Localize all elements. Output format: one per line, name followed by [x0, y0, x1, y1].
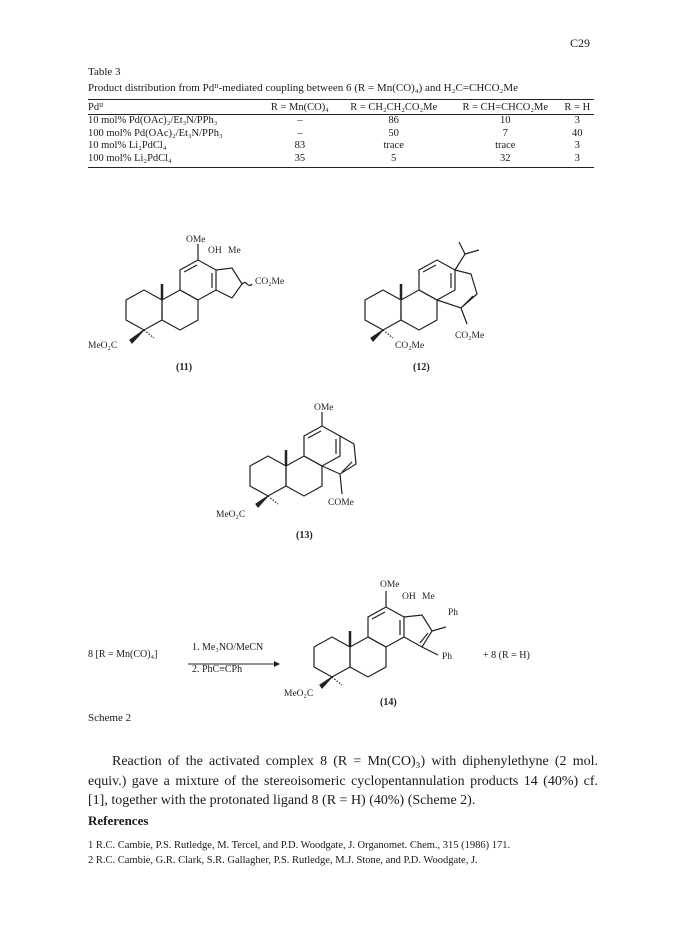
table-header-row — [88, 100, 594, 115]
structure-11-label: (11) — [176, 362, 193, 373]
table-caption: Product distribution from Pdᴵᴵ-mediated coupling between 6 (R = Mn(CO)₄) and H₂C=CHCO₂Me — [88, 82, 519, 94]
table-cell: 100 mol% Li₂PdCl₄ — [88, 153, 262, 168]
table-cell: 10 mol% Pd(OAc)₂/Et₃N/PPh₃ — [88, 115, 218, 126]
structure-12-bonds — [365, 242, 479, 341]
table-row — [88, 128, 594, 141]
structure-13-label: (13) — [296, 530, 313, 541]
table-row — [88, 140, 594, 153]
structure-12-label: (12) — [413, 362, 430, 373]
table-cell: trace — [383, 140, 404, 151]
table-cell: 83 — [294, 140, 306, 151]
table-row — [88, 153, 594, 168]
table-label: Table 3 — [88, 66, 121, 78]
table-cell: 50 — [388, 127, 399, 139]
structure-13 — [216, 400, 410, 545]
header-chch: R = CH=CHCO₂Me — [450, 100, 561, 115]
structure-11-me: Me — [228, 246, 241, 256]
structure-14 — [284, 575, 470, 715]
structure-11-ome: OMe — [186, 235, 206, 245]
header-ch2ch2: R = CH₂CH₂CO₂Me — [337, 100, 450, 115]
table-cell: 32 — [450, 153, 561, 168]
scheme-label: Scheme 2 — [88, 712, 132, 724]
structure-14-oh: OH — [402, 592, 416, 602]
structure-11-oh: OH — [208, 246, 222, 256]
structure-13-come: COMe — [328, 498, 354, 508]
reference-item: 2 R.C. Cambie, G.R. Clark, S.R. Gallagher, P.S. Rutledge, M.J. Stone, and P.D. Woodgate, J. — [88, 855, 478, 866]
header-h: R = H — [561, 100, 594, 115]
structure-11-meo2c: MeO₂C — [88, 341, 118, 351]
header-mn: R = Mn(CO)₄ — [262, 100, 337, 115]
header-pd: Pdᴵᴵ — [88, 100, 262, 115]
structure-13-meo2c: MeO₂C — [216, 510, 246, 520]
reaction-arrow — [188, 655, 278, 663]
structure-14-meo2c: MeO₂C — [284, 689, 314, 699]
structure-14-me: Me — [422, 592, 435, 602]
product-distribution-table — [88, 99, 594, 168]
table-cell: – — [297, 115, 303, 126]
structure-14-ph2: Ph — [442, 652, 453, 662]
table-cell: 3 — [574, 140, 580, 151]
structure-14-bonds — [314, 591, 446, 688]
table-row — [88, 115, 594, 128]
table-cell: 86 — [388, 115, 399, 126]
structure-13-bonds — [250, 412, 356, 507]
scheme-step2: 2. PhC≡CPh — [192, 664, 243, 675]
table-cell: 3 — [574, 115, 580, 126]
structure-11 — [88, 228, 310, 378]
structure-14-ome: OMe — [380, 580, 400, 590]
scheme-reactant: 8 [R = Mn(CO)₄] — [88, 649, 158, 660]
table-cell: 5 — [337, 153, 450, 168]
structure-12-co2me-a: CO₂Me — [395, 341, 425, 351]
table-cell: 3 — [561, 153, 594, 168]
structure-11-co2me: CO₂Me — [255, 277, 285, 287]
structure-12 — [355, 228, 535, 378]
structure-14-label: (14) — [380, 697, 397, 708]
table-cell: trace — [495, 140, 516, 151]
structure-13-ome: OMe — [314, 403, 334, 413]
table-cell: 40 — [572, 127, 583, 139]
structure-12-co2me-b: CO₂Me — [455, 331, 485, 341]
table-cell: 35 — [262, 153, 337, 168]
scheme-byproduct: + 8 (R = H) — [483, 650, 530, 661]
structure-14-ph1: Ph — [448, 608, 459, 618]
structure-11-bonds — [126, 244, 252, 343]
table-cell: 7 — [502, 127, 508, 139]
body-paragraph: Reaction of the activated complex 8 (R = Mn(CO)₃) with diphenylethyne (2 mol. equiv.) gave a mixture of the stereoisomeric cyclopentannulation products 14 (40%) cf. [1], together with the protonated ligand 8 (R = H) (40%) (Scheme 2). — [88, 754, 598, 808]
scheme-step1: 1. Me₃NO/MeCN — [192, 642, 264, 653]
table-cell: 100 mol% Pd(OAc)₂/Et₃N/PPh₃ — [88, 127, 223, 139]
references-heading: References — [88, 813, 149, 828]
table-cell: 10 mol% Li₂PdCl₄ — [88, 140, 167, 151]
reference-item: 1 R.C. Cambie, P.S. Rutledge, M. Tercel, and P.D. Woodgate, J. Organomet. Chem., 315 (1986) 171. — [88, 840, 511, 851]
page-number: C29 — [570, 36, 591, 50]
table-cell: 10 — [500, 115, 511, 126]
table-cell: – — [297, 127, 303, 139]
